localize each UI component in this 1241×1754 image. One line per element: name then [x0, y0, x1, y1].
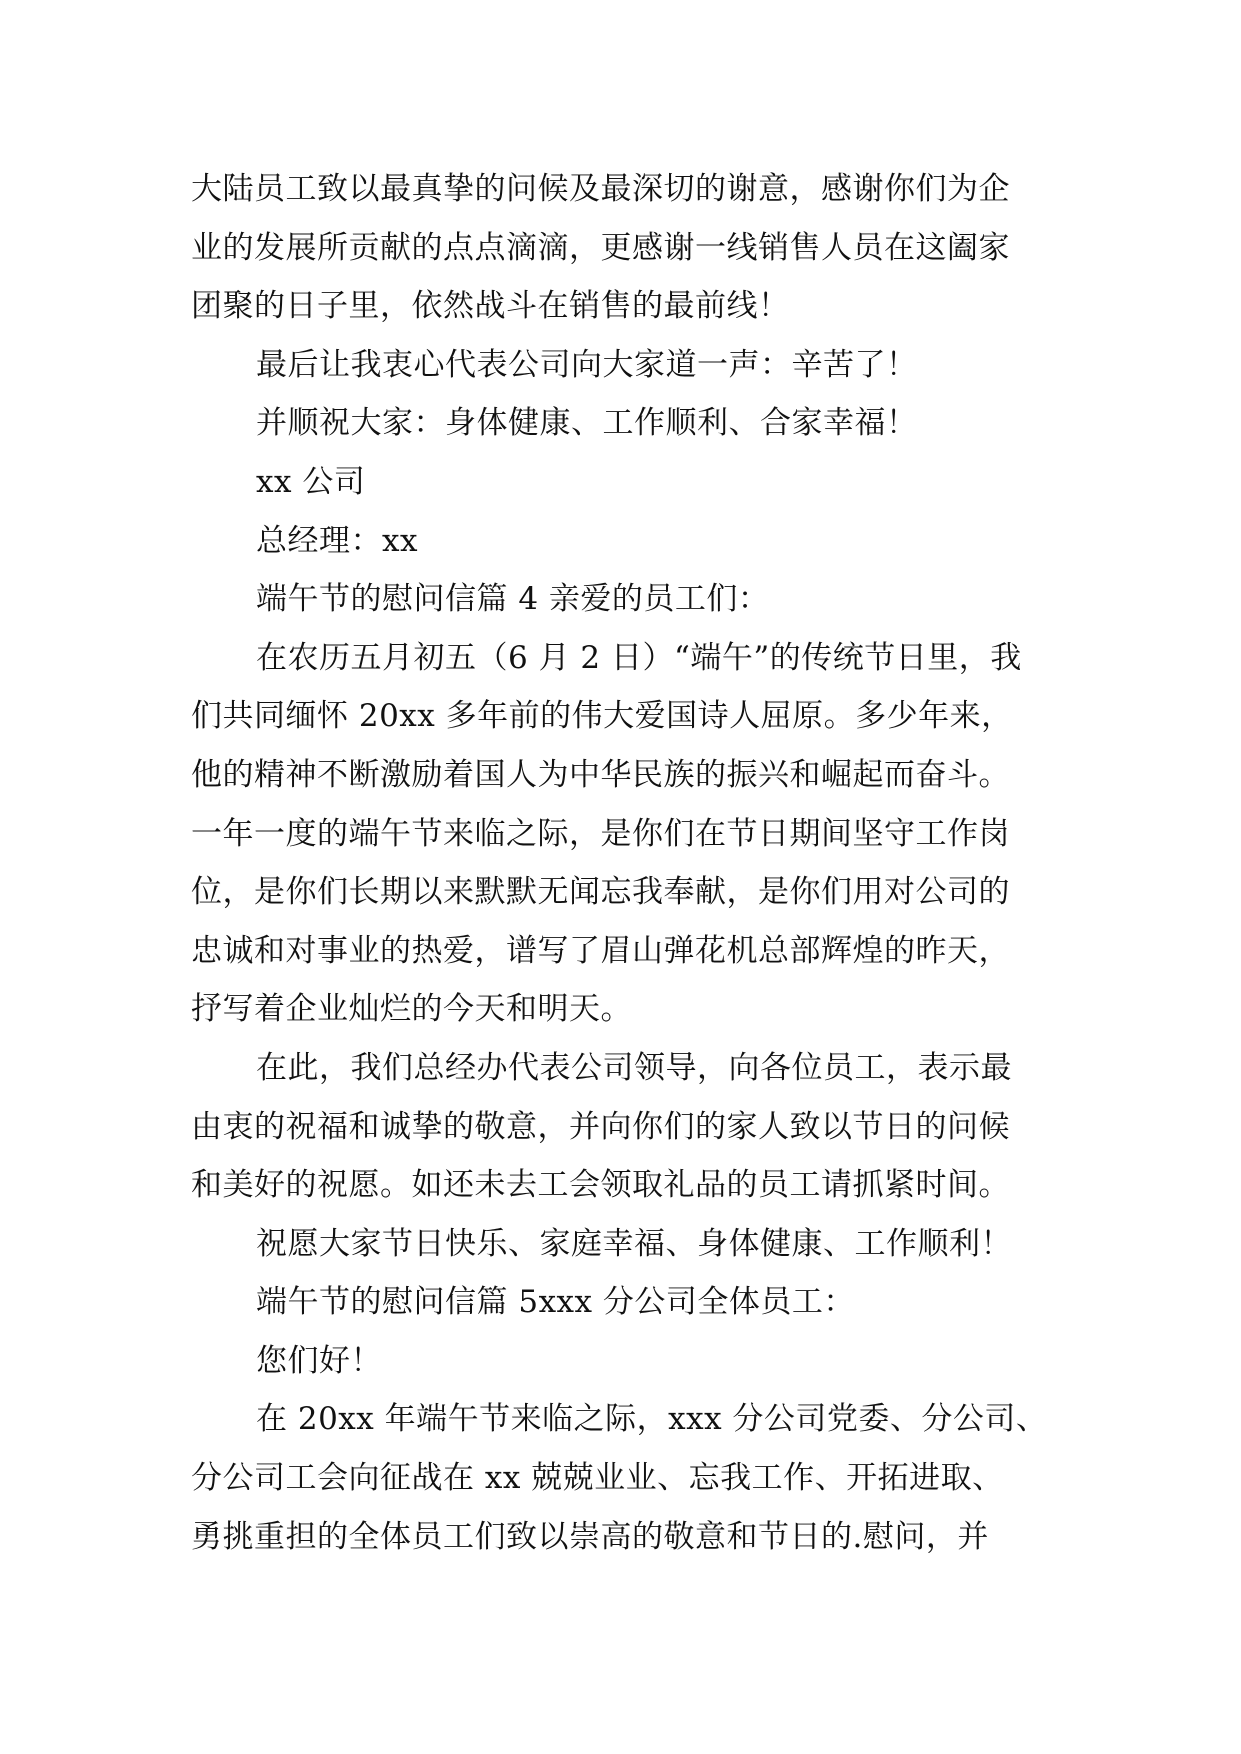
document-page	[191, 160, 1057, 1566]
signature-company: xx 公司	[256, 463, 366, 500]
text-line: 分公司工会向征战在 xx 兢兢业业、忘我工作、开拓进取、	[191, 1460, 1004, 1497]
text-line: 团聚的日子里，依然战斗在销售的最前线！	[191, 288, 790, 325]
greeting-line: 您们好！	[256, 1342, 382, 1379]
text-line: 和美好的祝愿。如还未去工会领取礼品的员工请抓紧时间。	[191, 1167, 1010, 1204]
text-line: 业的发展所贡献的点点滴滴，更感谢一线销售人员在这阖家	[191, 229, 1010, 266]
text-line: 勇挑重担的全体员工们致以崇高的敬意和节日的.慰问，并	[191, 1518, 989, 1555]
text-line: 一年一度的端午节来临之际，是你们在节日期间坚守工作岗	[191, 815, 1010, 852]
text-line: 在农历五月初五（6 月 2 日）“端午”的传统节日里，我	[256, 639, 1022, 676]
text-line: 们共同缅怀 20xx 多年前的伟大爱国诗人屈原。多少年来，	[191, 698, 1013, 735]
text-line: 祝愿大家节日快乐、家庭幸福、身体健康、工作顺利！	[256, 1225, 1012, 1262]
text-line: 由衷的祝福和诚挚的敬意，并向你们的家人致以节日的问候	[191, 1108, 1010, 1145]
text-line: 位，是你们长期以来默默无闻忘我奉献，是你们用对公司的	[191, 874, 1010, 911]
text-line: 忠诚和对事业的热爱，谱写了眉山弹花机总部辉煌的昨天，	[191, 932, 1010, 969]
text-line: 并顺祝大家：身体健康、工作顺利、合家幸福！	[256, 405, 918, 442]
signature-manager: 总经理：xx	[256, 522, 418, 559]
text-line: 在此，我们总经办代表公司领导，向各位员工，表示最	[256, 1049, 1012, 1086]
text-line: 大陆员工致以最真挚的问候及最深切的谢意，感谢你们为企	[191, 171, 1010, 207]
text-line: 在 20xx 年端午节来临之际，xxx 分公司党委、分公司、	[256, 1401, 1048, 1438]
section-heading: 端午节的慰问信篇 4 亲爱的员工们：	[256, 581, 770, 618]
text-line: 抒写着企业灿烂的今天和明天。	[191, 991, 632, 1028]
section-heading: 端午节的慰问信篇 5xxx 分公司全体员工：	[256, 1284, 855, 1321]
text-line: 最后让我衷心代表公司向大家道一声：辛苦了！	[256, 346, 918, 383]
text-line: 他的精神不断激励着国人为中华民族的振兴和崛起而奋斗。	[191, 756, 1010, 793]
